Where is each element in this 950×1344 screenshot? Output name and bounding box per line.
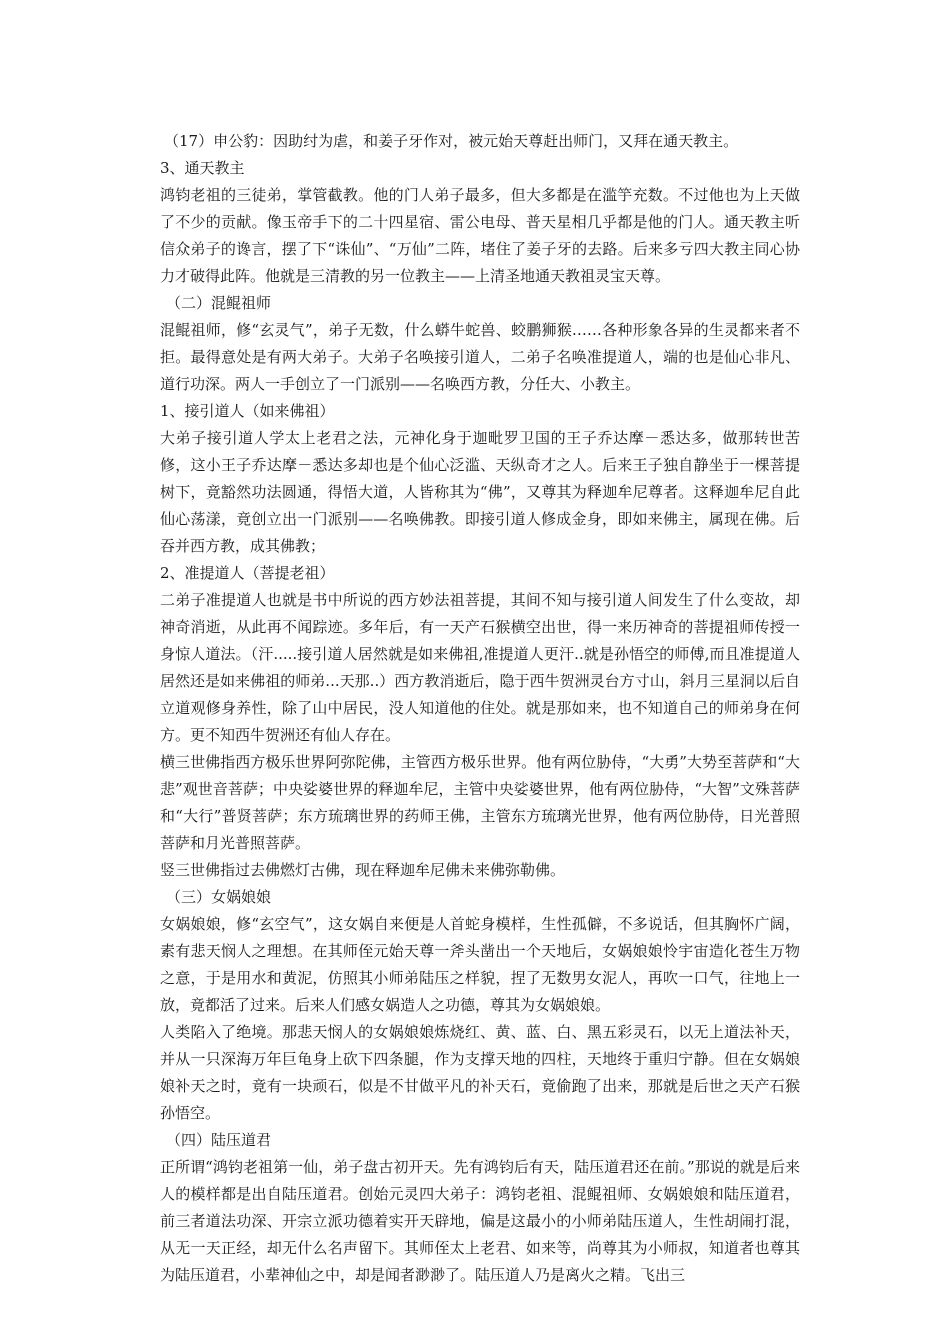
paragraph-zhunti: 二弟子准提道人也就是书中所说的西方妙法祖菩提，其间不知与接引道人间发生了什么变故，却神奇消逝，从此再不闻踪迹。多年后，有一天产石猴横空出世，得一来历神奇的菩提祖师传授一身惊人道法。（汗.....接引道人居然就是如来佛祖,准提道人更汗..就是孙悟空的师傅,而且准提道人居然还是如来佛祖的师弟...天那..）西方教消逝后，隐于西牛贺洲灵台方寸山，斜月三星洞以后自立道观修身养性，除了山中居民，没人知道他的住处。就是那如来，也不知道自己的师弟身在何方。更不知西牛贺洲还有仙人存在。 xyxy=(160,591,800,744)
paragraph-heng-sanshi-fo: 横三世佛指西方极乐世界阿弥陀佛，主管西方极乐世界。他有两位胁侍，“大勇”大势至菩萨和“大悲”观世音菩萨；中央娑婆世界的释迦牟尼，主管中央娑婆世界，他有两位胁侍，“大智”文殊菩萨和“大行”普贤菩萨；东方琉璃世界的药师王佛，主管东方琉璃光世界，他有两位胁侍，日光普照菩萨和月光普照菩萨。 xyxy=(160,753,800,852)
paragraph-shengongbao: （17）申公豹：因助纣为虐，和姜子牙作对，被元始天尊赶出师门，又拜在通天教主。 xyxy=(164,132,739,150)
heading-zhunti-daoren: 2、准提道人（菩提老祖） xyxy=(160,564,335,582)
paragraph-hunkun: 混鲲祖师，修“玄灵气”，弟子无数，什么蟒牛蛇兽、蛟鹏狮猴……各种形象各异的生灵都来者不拒。最得意处是有两大弟子。大弟子名唤接引道人，二弟子名唤准提道人，端的也是仙心非凡、道行功深。两人一手创立了一门派别——名唤西方教，分任大、小教主。 xyxy=(160,321,800,393)
heading-nvwa-niangniang: （三）女娲娘娘 xyxy=(166,888,272,906)
heading-jieyin-daoren: 1、接引道人（如来佛祖） xyxy=(160,402,335,420)
paragraph-jieyin: 大弟子接引道人学太上老君之法，元神化身于迦毗罗卫国的王子乔达摩－悉达多，做那转世苦修，这小王子乔达摩－悉达多却也是个仙心泛滥、天纵奇才之人。后来王子独自静坐于一棵菩提树下，竟豁然功法圆通，得悟大道，人皆称其为“佛”，又尊其为释迦牟尼尊者。这释迦牟尼自此仙心荡漾，竟创立出一门派别——名唤佛教。即接引道人修成金身，即如来佛主，属现在佛。后吞并西方教，成其佛教； xyxy=(160,429,800,555)
heading-luya-daojun: （四）陆压道君 xyxy=(166,1131,272,1149)
heading-hunkun-zushi: （二）混鲲祖师 xyxy=(166,294,272,312)
paragraph-shu-sanshi-fo: 竖三世佛指过去佛燃灯古佛，现在释迦牟尼佛未来佛弥勒佛。 xyxy=(160,861,566,879)
paragraph-tongtian: 鸿钧老祖的三徒弟，掌管截教。他的门人弟子最多，但大多都是在滥竽充数。不过他也为上天做了不少的贡献。像玉帝手下的二十四星宿、雷公电母、普天星相几乎都是他的门人。通天教主听信众弟子的谗言，摆了下“诛仙”、“万仙”二阵，堵住了姜子牙的去路。后来多亏四大教主同心协力才破得此阵。他就是三清教的另一位教主——上清圣地通天教祖灵宝天尊。 xyxy=(160,186,800,285)
paragraph-luya: 正所谓“鸿钧老祖第一仙，弟子盘古初开天。先有鸿钧后有天，陆压道君还在前。”那说的就是后来人的模样都是出自陆压道君。创始元灵四大弟子：鸿钧老祖、混鲲祖师、女娲娘娘和陆压道君，前三者道法功深、开宗立派功德着实开天辟地，偏是这最小的小师弟陆压道人，生性胡闹打混，从无一天正经，却无什么名声留下。其师侄太上老君、如来等，尚尊其为小师叔，知道者也尊其为陆压道君，小辈神仙之中，却是闻者渺渺了。陆压道人乃是离火之精。飞出三 xyxy=(160,1158,800,1284)
paragraph-nvwa-butian: 人类陷入了绝境。那悲天悯人的女娲娘娘炼烧红、黄、蓝、白、黑五彩灵石，以无上道法补天，并从一只深海万年巨龟身上砍下四条腿，作为支撑天地的四柱，天地终于重归宁静。但在女娲娘娘补天之时，竟有一块顽石，似是不甘做平凡的补天石，竟偷跑了出来，那就是后世之天产石猴孙悟空。 xyxy=(160,1023,800,1122)
document-body xyxy=(160,128,800,1289)
paragraph-nvwa: 女娲娘娘，修“玄空气”，这女娲自来便是人首蛇身模样，生性孤僻，不多说话，但其胸怀广阔，素有悲天悯人之理想。在其师侄元始天尊一斧头凿出一个天地后，女娲娘娘怜宇宙造化苍生万物之意，于是用水和黄泥，仿照其小师弟陆压之样貌，捏了无数男女泥人，再吹一口气，往地上一放，竟都活了过来。后来人们感女娲造人之功德，尊其为女娲娘娘。 xyxy=(160,915,800,1014)
heading-tongtian-jiaozhu: 3、通天教主 xyxy=(160,159,245,177)
